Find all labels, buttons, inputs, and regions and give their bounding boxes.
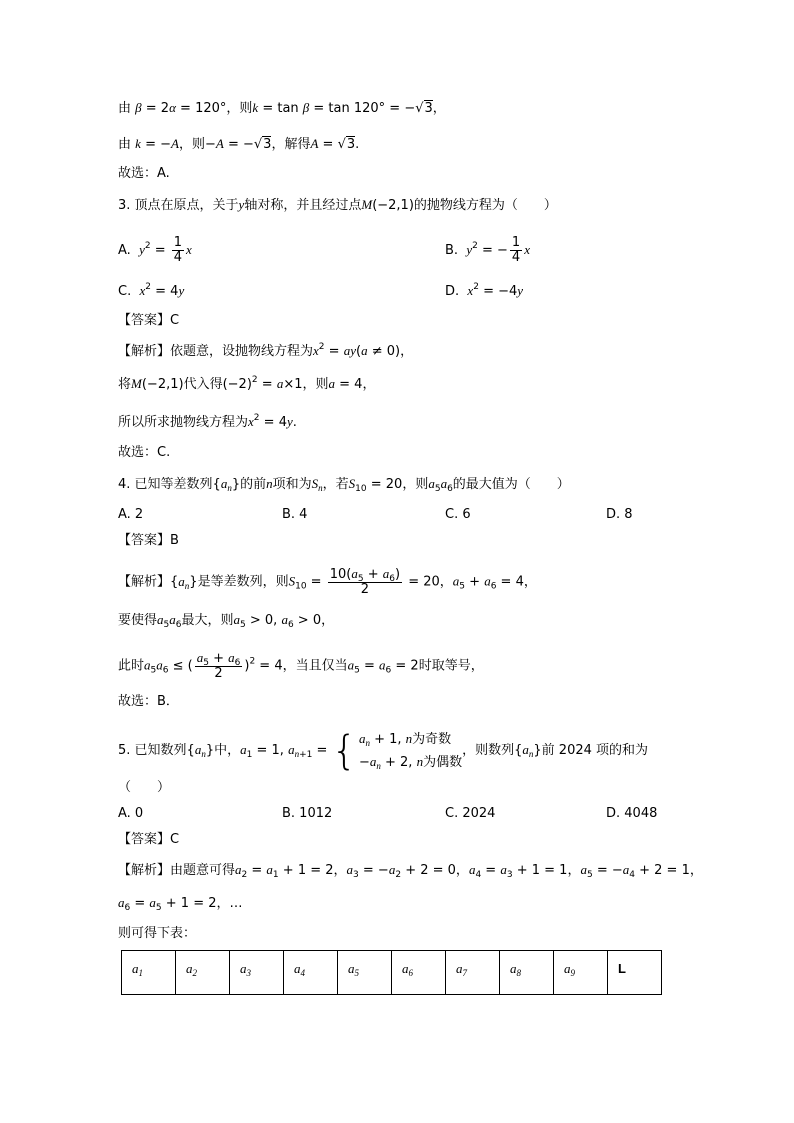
table-cell: $a_9$: [554, 951, 608, 995]
q4-option-b: B. 4: [282, 507, 308, 522]
table-intro: 则可得下表：: [118, 926, 197, 941]
table-cell: $a_5$: [338, 951, 392, 995]
analysis-3-line-1: 【解析】依题意，设抛物线方程为$x^2 = ay(a \ne 0)$，: [118, 342, 414, 359]
analysis-3-line-2: 将M(−2,1)代入得$(-2)^2 = a\times 1$，则a = 4，: [118, 375, 376, 392]
solution-line-k: 由 k = −A，则−A = −√3，解得A = √3.: [118, 136, 360, 152]
table-cell: $a_7$: [446, 951, 500, 995]
table-cell: $a_3$: [230, 951, 284, 995]
answer-select-3: 故选：C.: [118, 445, 171, 460]
q5-paren: （ ）: [118, 780, 171, 795]
analysis-4-line-1: 【解析】$\{a_n\}$是等差数列，则$S_{10}$ = $\frac{10(a_5 + a_6)}{2}$ = 20，$a_5 + a_6 = 4$，: [118, 566, 537, 597]
table-cell: $a_6$: [392, 951, 446, 995]
question-3: 3. 顶点在原点，关于y轴对称，并且经过点M(−2,1)的抛物线方程为（ ）: [118, 197, 557, 213]
q3-option-b: B. $y^2$ = − $\frac{1}{4}$ x: [445, 235, 530, 265]
analysis-5-line-2: $a_6 = a_5 + 1 = 2$，…: [118, 895, 243, 913]
solution-line-beta: 由 β = 2α = 120°，则k = tan β = tan 120° = −√3，: [118, 100, 446, 116]
table-cell: $a_1$: [122, 951, 176, 995]
q4-option-c: C. 6: [445, 507, 471, 522]
q4-option-a: A. 2: [118, 507, 144, 522]
q5-option-d: D. 4048: [606, 806, 658, 821]
q3-option-d: D. $x^2 = -4y$: [445, 282, 524, 299]
q3-option-a: A. $y^2$ = $\frac{1}{4}$ x: [118, 235, 192, 265]
question-5: 5. 已知数列$\{a_n\}$中，$a_1 = 1$, $a_{n+1}$ = { $a_n + 1$, n为奇数 $-a_n + 2$, n为偶数 ，则数列$\{a_n\}$前 2024 项的和为: [118, 727, 649, 774]
table-cell: L: [608, 951, 662, 995]
table-cell: $a_2$: [176, 951, 230, 995]
q5-option-a: A. 0: [118, 806, 144, 821]
answer-5: 【答案】C: [118, 832, 180, 847]
question-4: 4. 已知等差数列$\{a_n\}$的前n项和为$S_n$，若$S_{10} = 20$，则$a_5a_6$的最大值为（ ）: [118, 476, 570, 494]
q4-option-d: D. 8: [606, 507, 633, 522]
q3-option-c: C. $x^2 = 4y$: [118, 282, 185, 299]
analysis-3-line-3: 所以所求抛物线方程为$x^2 = 4y$.: [118, 413, 297, 430]
table-cell: $a_4$: [284, 951, 338, 995]
sequence-table: [121, 950, 662, 995]
answer-4: 【答案】B: [118, 533, 179, 548]
q5-option-c: C. 2024: [445, 806, 496, 821]
table-cell: $a_8$: [500, 951, 554, 995]
analysis-4-line-2: 要使得$a_5a_6$最大，则$a_5 > 0$, $a_6 > 0$，: [118, 612, 335, 630]
analysis-4-line-3: 此时$a_5a_6$ ≤ ( $\frac{a_5 + a_6}{2}$ )$^2$ = 4，当且仅当$a_5 = a_6 = 2$时取等号，: [118, 650, 484, 681]
q5-option-b: B. 1012: [282, 806, 333, 821]
answer-select-2: 故选：A.: [118, 166, 170, 181]
analysis-5-line-1: 【解析】由题意可得$a_2 = a_1 + 1 = 2$，$a_3 = -a_2 + 2 = 0$，$a_4 = a_3 + 1 = 1$，$a_5 = -a_4 + 2 = 1$，: [118, 862, 703, 880]
answer-select-4: 故选：B．: [118, 694, 179, 709]
answer-3: 【答案】C: [118, 313, 180, 328]
piecewise-definition: { $a_n + 1$, n为奇数 $-a_n + 2$, n为偶数: [331, 727, 463, 774]
table-row: [122, 951, 662, 995]
